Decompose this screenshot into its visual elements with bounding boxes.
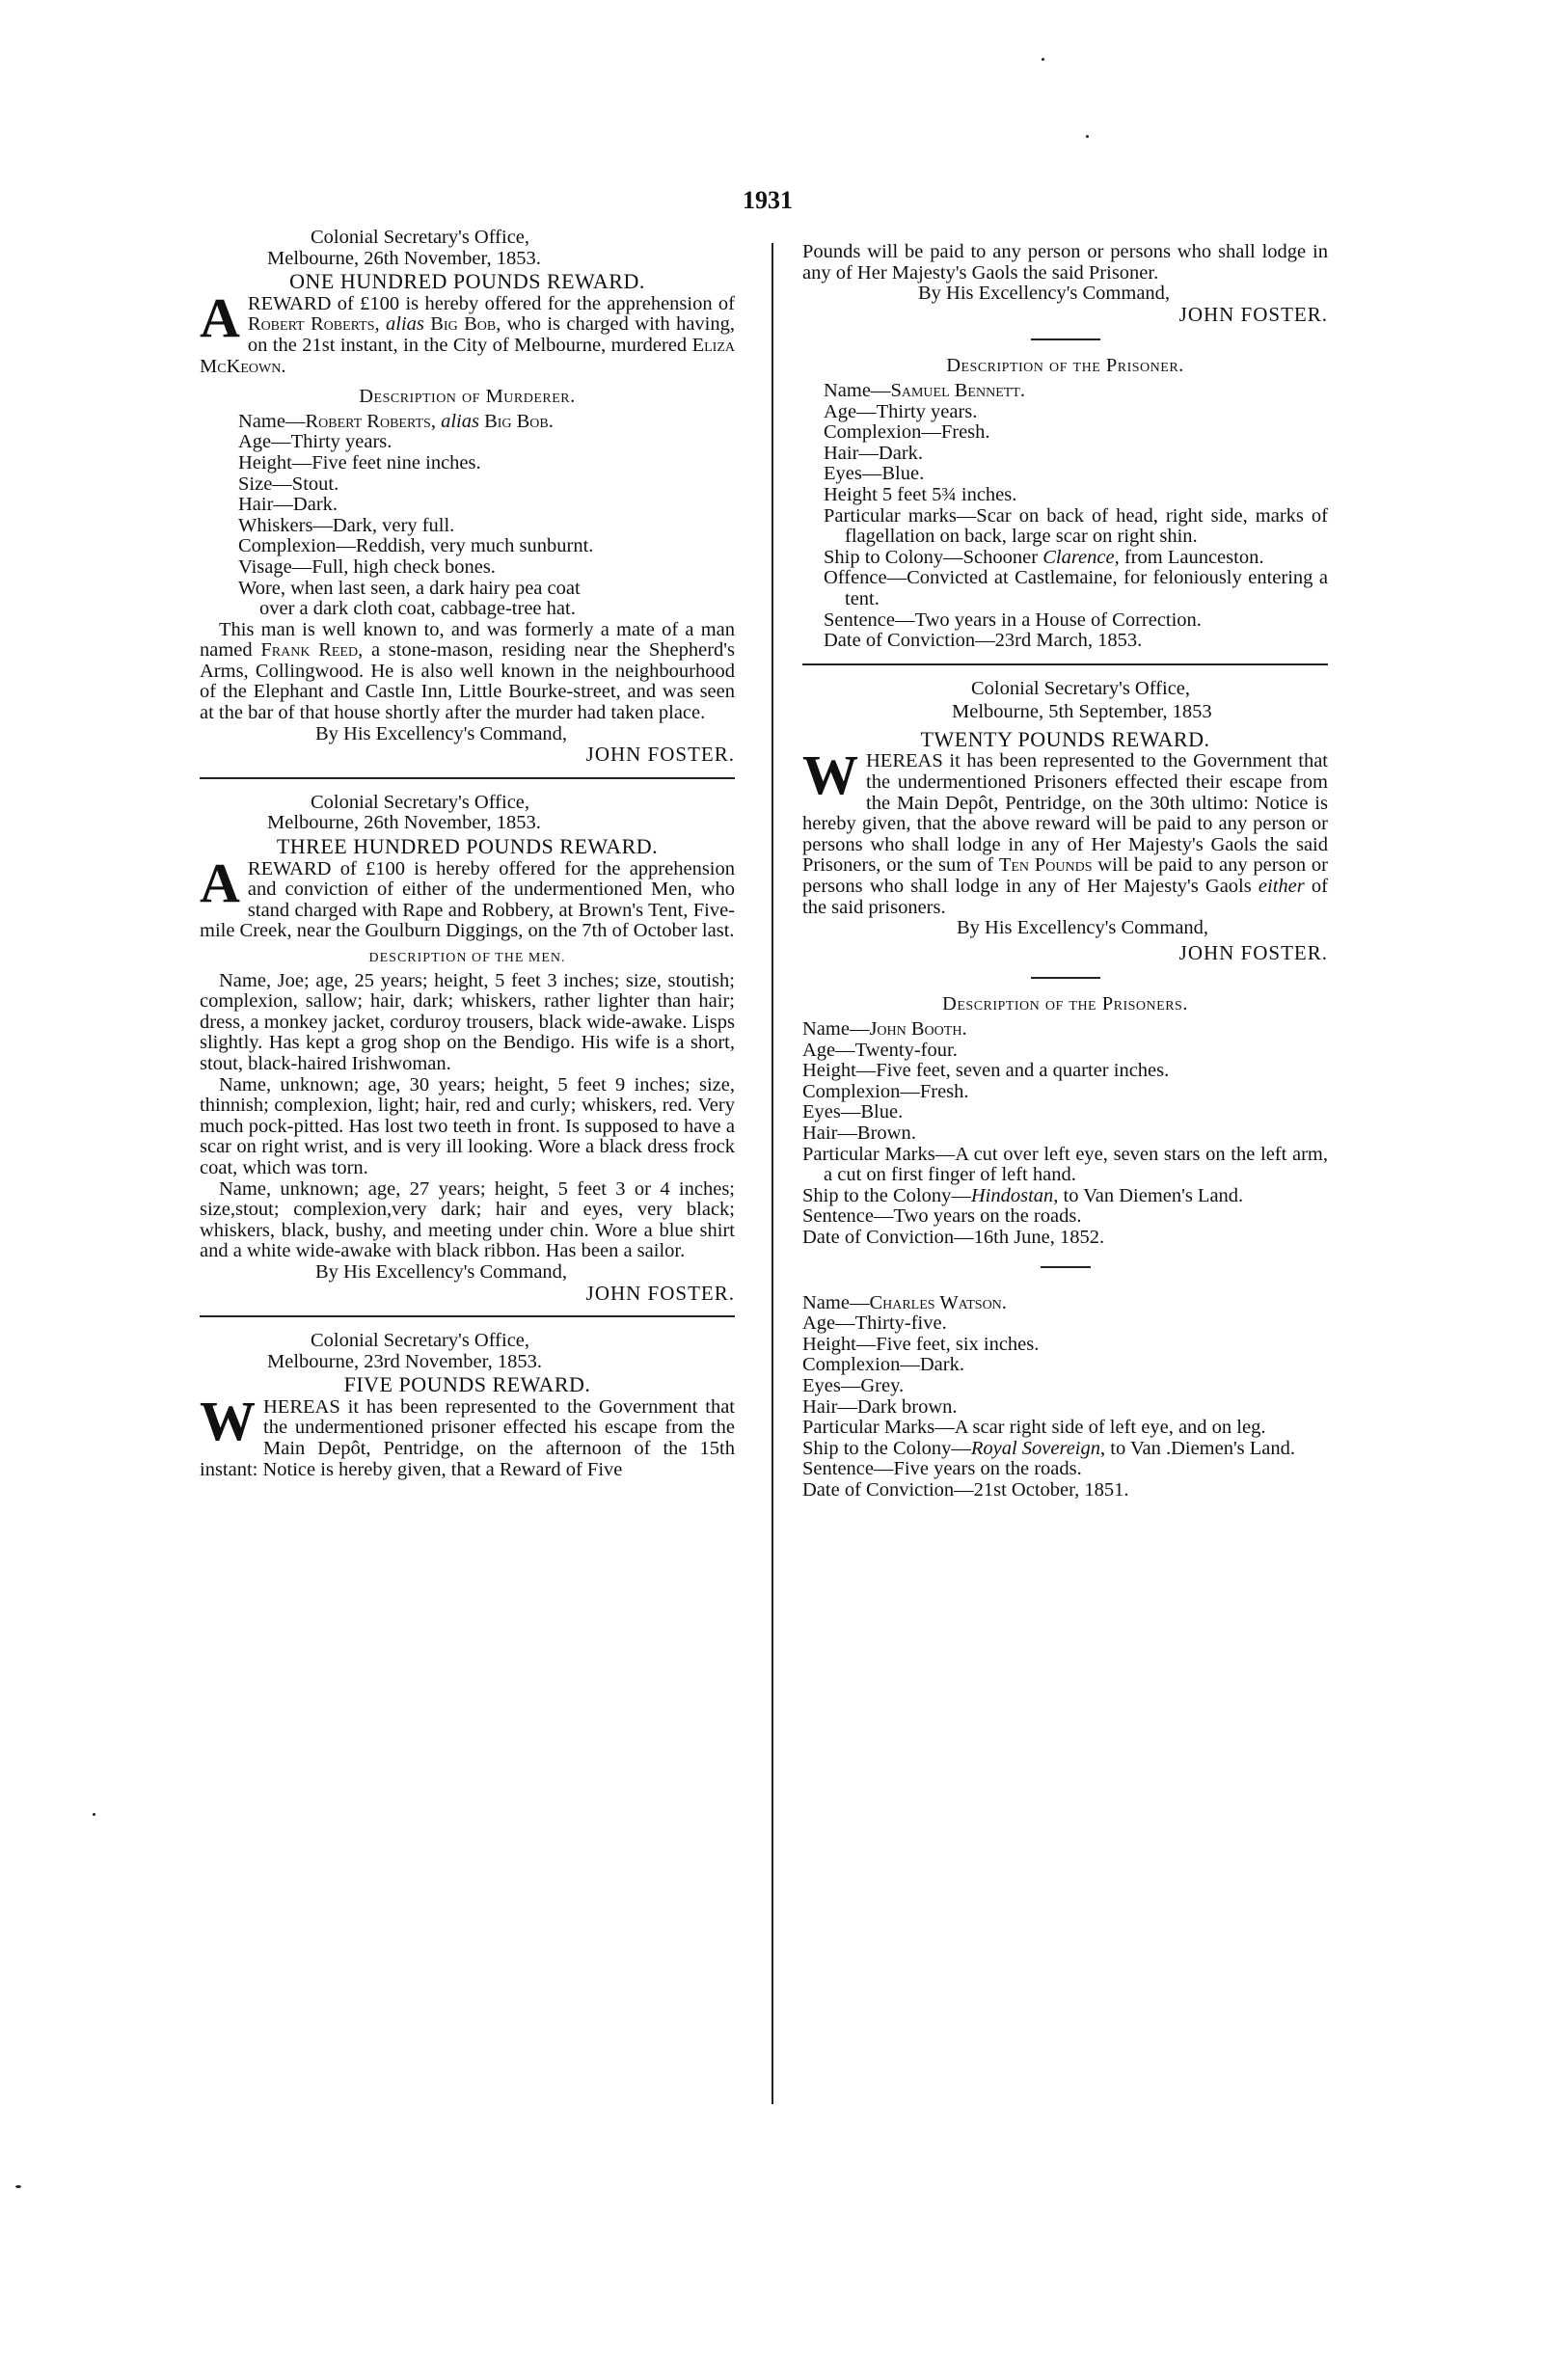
section-rule [200,777,735,779]
detail-line: Eyes—Grey. [802,1374,905,1396]
section-rule [802,663,1328,665]
detail-line: Sentence—Two years in a House of Correction. [824,609,1202,631]
right-column [802,242,1328,1501]
detail-line: Eyes—Blue. [824,463,925,485]
detail-line: Particular Marks—A cut over left eye, seven stars on the left arm, a cut on first finger of left hand. [802,1143,1328,1186]
detail-line: Date of Conviction—23rd March, 1853. [824,630,1143,652]
detail-line: Age—Thirty-five. [802,1312,947,1335]
detail-line: Height—Five feet, seven and a quarter inches. [802,1060,1170,1082]
man-description: Name, unknown; age, 27 years; height, 5 feet 3 or 4 inches; size,stout; complexion,very dark; hair and eyes, very black; whiskers, black, bushy, and meeting under chin. Wore a blue shirt and a white wide-awake with black ribbon. Has been a sailor. [200,1177,735,1262]
page-number: 1931 [743,186,793,214]
notice-body: WHEREAS it has been represented to the Government that the undermentioned prisoner effected his escape from the Main Depôt, Pentridge, on the afternoon of the 15th instant: Notice is hereby given, that a Reward of Five [200,1389,735,1480]
detail-line: Hair—Dark brown. [802,1395,958,1418]
command-line: By His Excellency's Command, [918,283,1171,305]
drop-cap: W [200,1389,256,1452]
detail-line: Height 5 feet 5¾ inches. [824,483,1017,505]
detail-name: Name—Charles Watson. [802,1291,1007,1313]
detail-line: Ship to the Colony—Hindostan, to Van Diemen's Land. [802,1184,1244,1206]
section-rule [200,1315,735,1317]
office-line: Colonial Secretary's Office, [311,1330,530,1352]
description-heading: DESCRIPTION OF THE MEN. [368,951,566,965]
notice-heading: FIVE POUNDS REWARD. [343,1372,591,1397]
speck [93,1813,95,1816]
drop-cap: W [802,744,858,807]
notice-one-hundred-pounds [200,228,735,766]
notice-paragraph: This man is well known to, and was formerly a mate of a man named Frank Reed, a stone-mason, residing near the Shepherd's Arms, Collingwood. He is also well known in the neighbourhood of the Elephant and Castle Inn, Little Bourke-street, and was seen at the bar of that house shortly after the murder had taken place. [200,618,735,724]
office-line: Colonial Secretary's Office, [311,791,530,813]
short-rule [1041,1266,1091,1268]
notice-body: Pounds will be paid to any person or persons who shall lodge in any of Her Majesty's Gaols the said Prisoner. [802,241,1328,284]
speck [15,2185,21,2188]
date-line: Melbourne, 26th November, 1853. [267,812,541,834]
date-line: Melbourne, 5th September, 1853 [952,701,1212,723]
drop-cap: A [200,851,240,914]
detail-name: Name—Samuel Bennett. [824,379,1025,401]
victim-name: Eliza McKeown [200,334,735,377]
detail-line: Complexion—Reddish, very much sunburnt. [238,535,594,557]
detail-line: Complexion—Fresh. [824,421,990,444]
detail-line: Ship to Colony—Schooner Clarence, from Launceston. [824,546,1264,568]
detail-line: Sentence—Two years on the roads. [802,1205,1082,1228]
detail-line: Offence—Convicted at Castlemaine, for feloniously entering a tent. [824,567,1328,609]
detail-line: Date of Conviction—16th June, 1852. [802,1226,1105,1248]
description-heading: Description of the Prisoners. [942,993,1188,1015]
notice-heading: TWENTY POUNDS REWARD. [920,726,1210,751]
detail-line: Sentence—Five years on the roads. [802,1458,1082,1480]
detail-line: Complexion—Dark. [802,1354,964,1376]
date-line: Melbourne, 23rd November, 1853. [267,1350,542,1372]
detail-line: Hair—Dark. [238,494,338,516]
description-heading: Description of the Prisoner. [946,355,1184,377]
notice-five-pounds-continued [802,242,1328,652]
notice-body: WHEREAS it has been represented to the Government that the undermentioned Prisoners effected their escape from the Main Depôt, Pentridge, on the 30th ultimo: Notice is hereby given, that the above reward will be paid to any person or persons who shall lodge in any of Her Majesty's Gaols the said Prisoners, or the sum of Ten Pounds will be paid to any person or persons who shall lodge in any of Her Majesty's Gaols either of the said prisoners. [802,744,1329,918]
signer-name: JOHN FOSTER. [585,743,735,767]
date-line: Melbourne, 26th November, 1853. [267,247,541,269]
command-line: By His Excellency's Command, [957,917,1209,939]
notice-five-pounds [200,1331,735,1480]
detail-line: Hair—Dark. [824,442,924,464]
command-line: By His Excellency's Command, [315,722,568,744]
detail-line: Age—Thirty years. [238,431,393,453]
notice-three-hundred-pounds [200,793,735,1304]
detail-line: Age—Thirty years. [824,400,978,422]
column-divider [772,243,773,2104]
detail-line: Wore, when last seen, a dark hairy pea coat [238,577,581,599]
suspect-name: Robert Roberts [247,313,375,336]
detail-name: Name—Robert Roberts, alias Big Bob. [238,410,554,432]
office-line: Colonial Secretary's Office, [971,677,1191,699]
left-column [200,228,735,1480]
detail-line: Height—Five feet, six inches. [802,1333,1040,1355]
detail-line: Eyes—Blue. [802,1101,904,1123]
short-rule [1031,338,1100,340]
office-line: Colonial Secretary's Office, [311,227,530,248]
detail-line: Hair—Brown. [802,1122,916,1144]
command-line: By His Excellency's Command, [315,1260,568,1283]
description-heading: Description of Murderer. [359,386,576,408]
prisoner-entry [781,1293,1328,1501]
short-rule [1031,977,1100,979]
man-description: Name, Joe; age, 25 years; height, 5 feet 3 inches; size, stoutish; complexion, sallow; hair, dark; whiskers, rather lighter than hair; dress, a monkey jacket, corduroy trousers, black wide-awake. Lisps slightly. Has kept a grog shop on the Bendigo. His wife is a short, stout, black-haired Irishwoman. [200,969,735,1074]
notice-body: AREWARD of £100 is hereby offered for the apprehension and conviction of either of the undermentioned Men, who stand charged with Rape and Robbery, at Brown's Tent, Five-mile Creek, near the Goulburn Diggings, on the 7th of October last. [200,851,735,942]
speck [1086,135,1089,138]
detail-line: Visage—Full, high check bones. [238,555,496,578]
drop-cap: A [200,285,240,349]
detail-line: Size—Stout. [238,473,339,495]
detail-line: Whiskers—Dark, very full. [238,514,455,536]
signer-name: JOHN FOSTER. [585,1281,735,1305]
notice-twenty-pounds [802,679,1328,1501]
detail-line: Ship to the Colony—Royal Sovereign, to Van .Diemen's Land. [802,1437,1296,1459]
notice-heading: THREE HUNDRED POUNDS REWARD. [276,834,659,859]
detail-name: Name—John Booth. [802,1018,967,1040]
detail-line: over a dark cloth coat, cabbage-tree hat. [259,598,576,620]
notice-body: AREWARD of £100 is hereby offered for the apprehension of Robert Roberts, alias Big Bob, who is charged with having, on the 21st instant, in the City of Melbourne, murdered Eliza McKeown. [200,285,736,377]
detail-line: Date of Conviction—21st October, 1851. [802,1478,1129,1501]
prisoner-entry [781,1019,1328,1249]
notice-heading: ONE HUNDRED POUNDS REWARD. [289,269,645,294]
detail-line: Particular Marks—A scar right side of left eye, and on leg. [802,1417,1266,1439]
detail-line: Particular marks—Scar on back of head, right side, marks of flagellation on back, large scar on right shin. [824,504,1328,548]
signer-name: JOHN FOSTER. [1178,302,1328,326]
detail-line: Age—Twenty-four. [802,1039,958,1061]
signer-name: JOHN FOSTER. [1178,940,1328,964]
speck [1042,58,1044,61]
man-description: Name, unknown; age, 30 years; height, 5 feet 9 inches; size, thinnish; complexion, light; hair, red and curly; whiskers, red. Very much pock-pitted. Has lost two teeth in front. Is supposed to have a scar on right wrist, and is very ill looking. Wore a black dress frock coat, which was torn. [200,1073,735,1178]
detail-line: Complexion—Fresh. [802,1080,969,1102]
detail-line: Height—Five feet nine inches. [238,451,481,473]
